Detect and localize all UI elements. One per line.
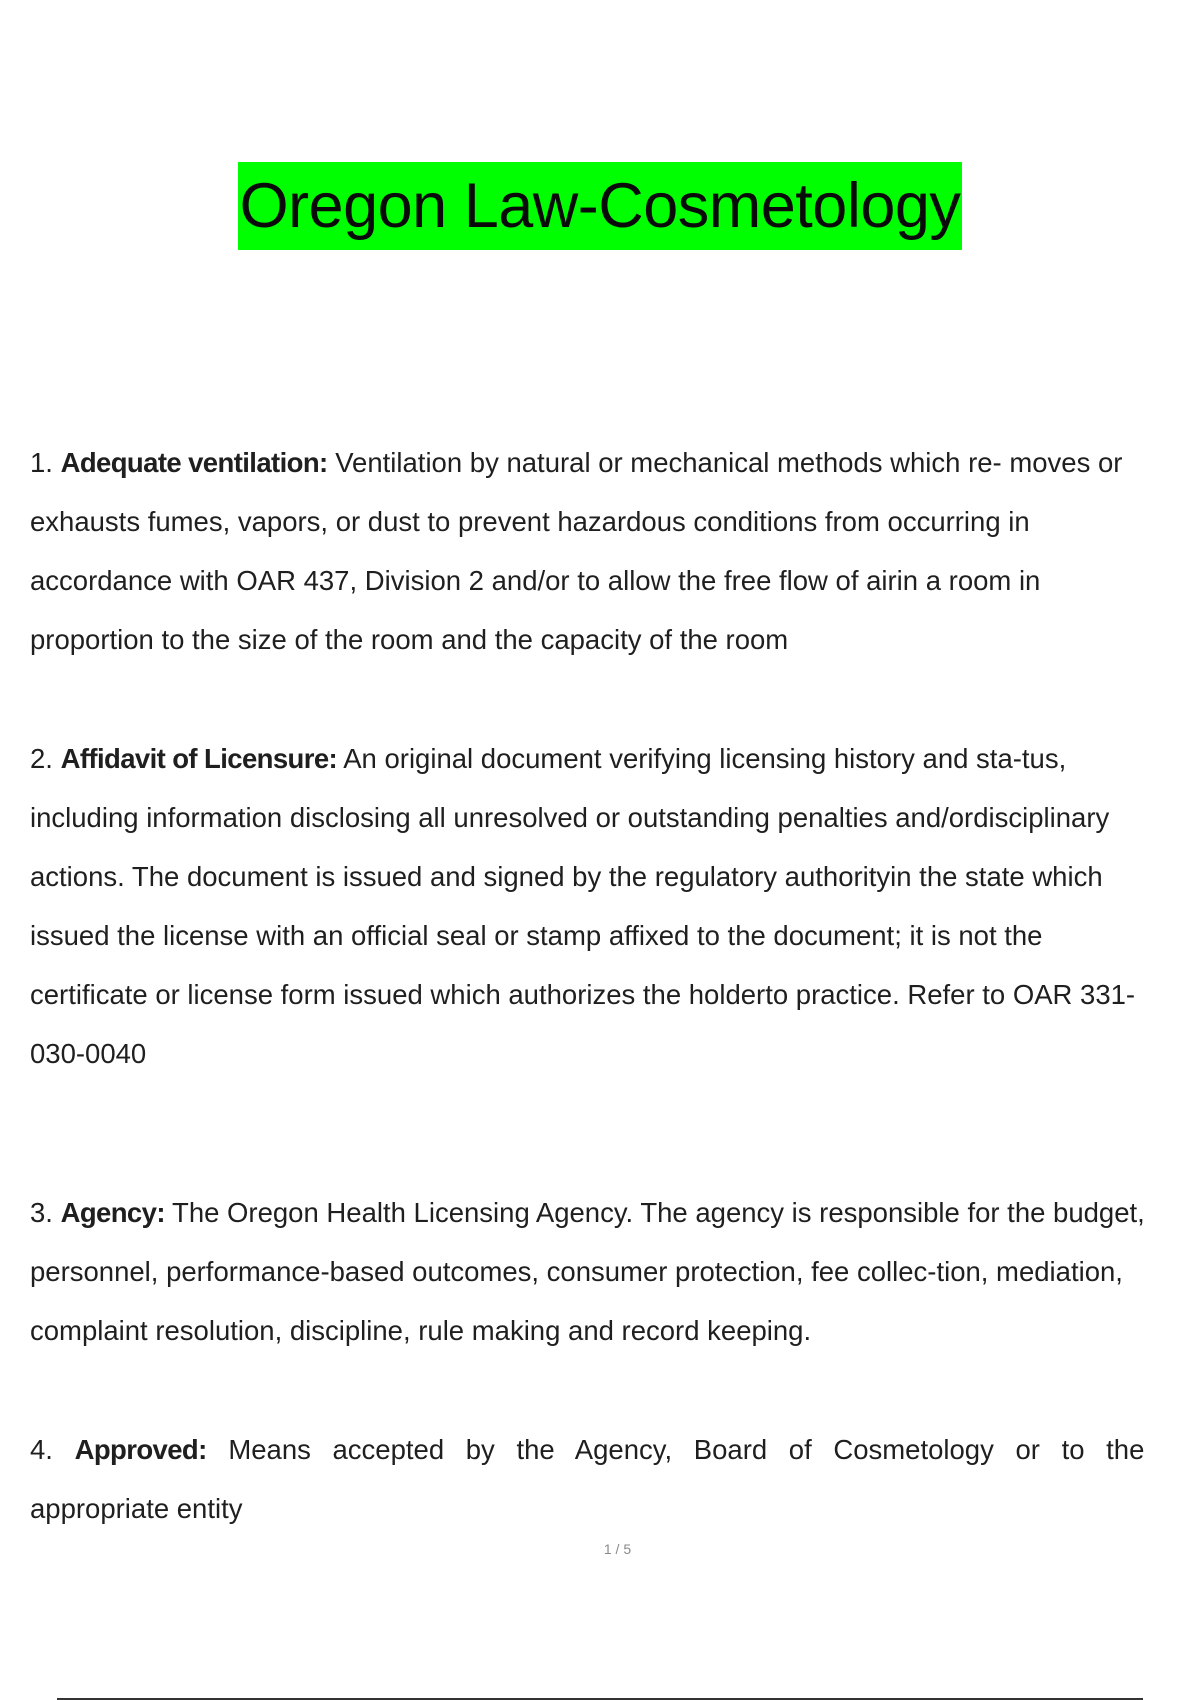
entry-text: Ventilation by natural or mechanical methods which re- moves or xyxy=(327,447,1123,478)
entry-line: accordance with OAR 437, Division 2 and/or to allow the free flow of airin a room in xyxy=(30,565,1041,596)
entry-line: complaint resolution, discipline, rule making and record keeping. xyxy=(30,1315,812,1346)
page-number: 1 / 5 xyxy=(603,1541,632,1557)
definition-entry-adequate-ventilation xyxy=(30,433,1198,669)
page-title: Oregon Law-Cosmetology xyxy=(238,162,963,250)
entry-line: appropriate entity xyxy=(30,1493,243,1524)
entry-line: 030-0040 xyxy=(30,1038,147,1069)
definition-entry-affidavit-of-licensure xyxy=(30,729,1198,1083)
entry-line xyxy=(30,1183,1198,1242)
entry-number: 2. xyxy=(30,743,53,774)
entry-number: 1. xyxy=(30,447,53,478)
entry-line: actions. The document is issued and signed by the regulatory authorityin the state which xyxy=(30,861,1103,892)
entry-line: personnel, performance-based outcomes, consumer protection, fee collec-tion, mediation, xyxy=(30,1256,1123,1287)
entry-text: Means accepted by the Agency, Board of Cosmetology or to the xyxy=(206,1434,1145,1465)
entry-line: issued the license with an official seal or stamp affixed to the document; it is not the xyxy=(30,920,1043,951)
entry-term: Adequate ventilation: xyxy=(60,447,328,478)
definition-entry-agency xyxy=(30,1183,1198,1360)
entry-term: Approved: xyxy=(74,1434,207,1465)
entry-line xyxy=(30,433,1198,492)
entry-text: The Oregon Health Licensing Agency. The agency is responsible for the budget, xyxy=(164,1197,1145,1228)
definition-entry-approved xyxy=(30,1420,1198,1538)
entry-number: 4. xyxy=(30,1434,53,1465)
entry-term: Affidavit of Licensure: xyxy=(60,743,338,774)
entry-term: Agency: xyxy=(60,1197,165,1228)
entry-line: certificate or license form issued which authorizes the holderto practice. Refer to OAR 331- xyxy=(30,979,1136,1010)
entry-line: exhausts fumes, vapors, or dust to prevent hazardous conditions from occurring in xyxy=(30,506,1030,537)
entry-line xyxy=(30,1420,1198,1479)
entry-line xyxy=(30,729,1198,788)
title-container xyxy=(0,162,1200,250)
entry-line: including information disclosing all unresolved or outstanding penalties and/ordisciplinary xyxy=(30,802,1110,833)
entry-line: proportion to the size of the room and the capacity of the room xyxy=(30,624,789,655)
entry-number: 3. xyxy=(30,1197,53,1228)
entry-text: An original document verifying licensing history and sta-tus, xyxy=(337,743,1067,774)
